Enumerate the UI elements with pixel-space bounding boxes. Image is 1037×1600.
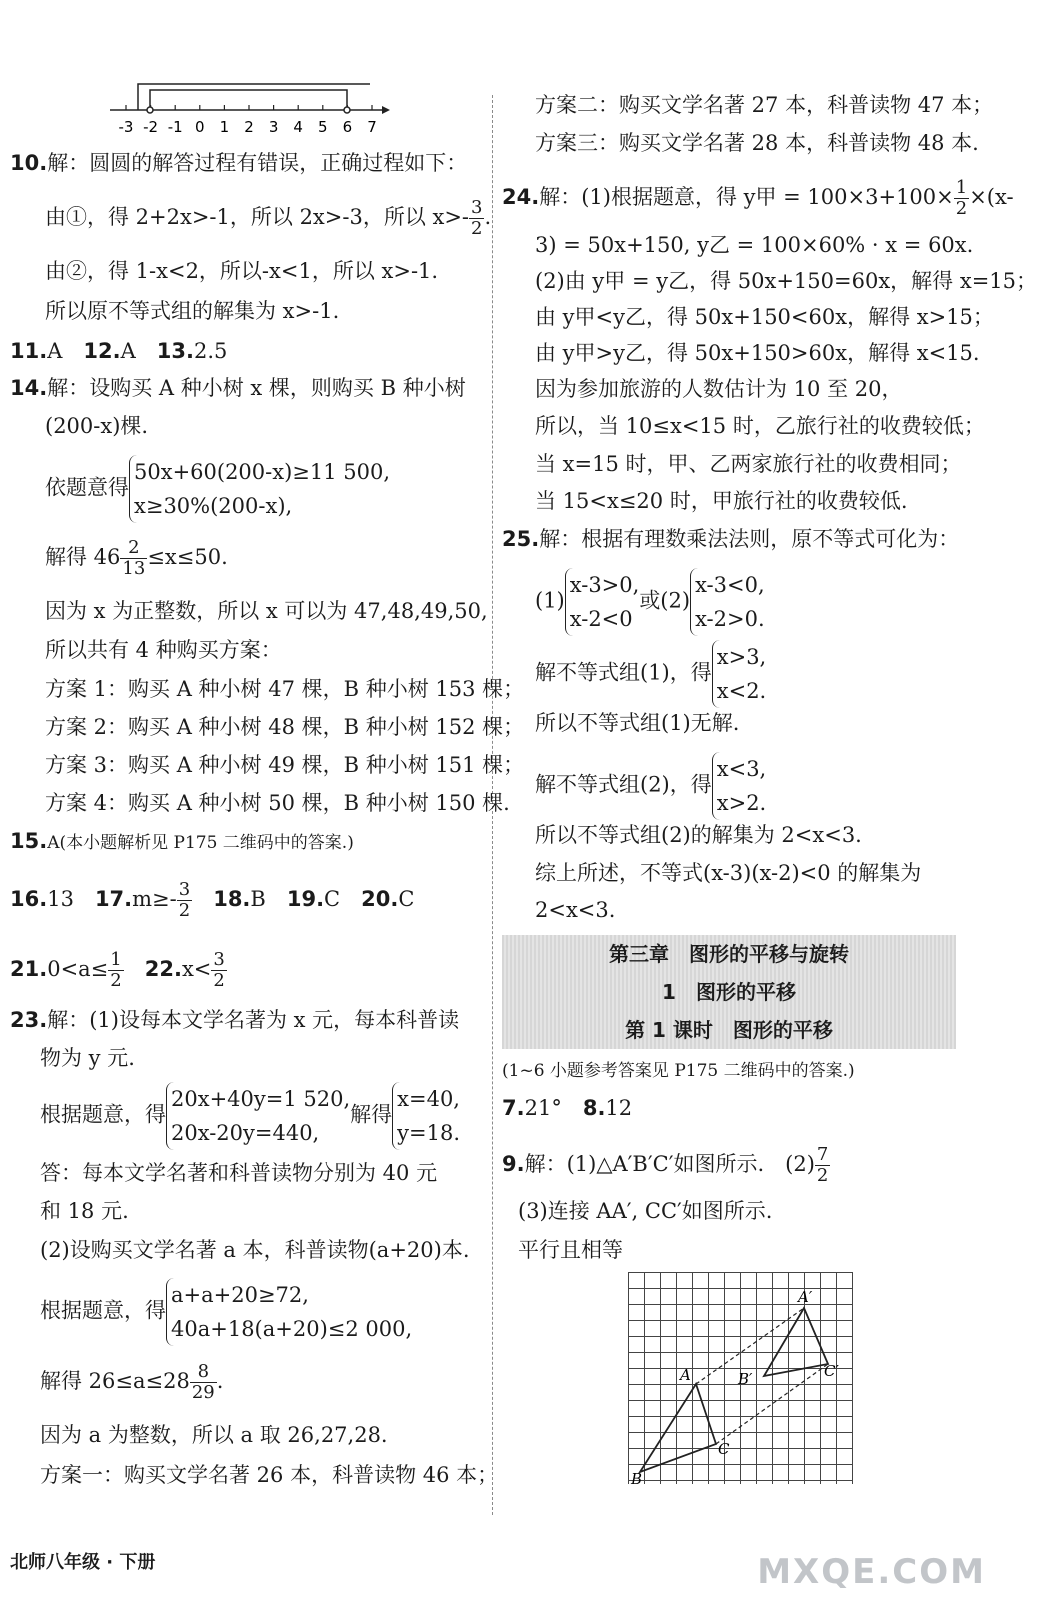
q25-solve1: 解不等式组(1)，得 x>3, x<2. (535, 640, 766, 708)
q24-line3: 由 y甲<y乙，得 50x+150<60x，解得 x>15； (535, 305, 994, 329)
q23-line7: 解得 26≤a≤28 $\frac{8}{29}$ . (40, 1361, 224, 1403)
label-A: A (680, 1366, 691, 1384)
q25-line5: 所以不等式组(2)的解集为 2<x<3. (535, 823, 862, 847)
q10-line1: 由①，得 2+2x>-1，所以 2x>-3，所以 x>- $\frac{3}{2}$ . (45, 197, 492, 239)
equation-system: 50x+60(200-x)≥11 500, x≥30%(200-x), (129, 455, 390, 523)
q23-system2: 根据题意，得 a+a+20≥72, 40a+18(a+20)≤2 000, (40, 1278, 412, 1346)
watermark: MXQE.COM (757, 1552, 986, 1592)
q16-20: 16.13 17.m≥- $\frac{3}{2}$ 18.B 19.C 20.C (10, 879, 415, 921)
q23-line9: 方案一：购买文学名著 26 本，科普读物 46 本； (40, 1463, 499, 1487)
fraction: $\frac{3}{2}$ (471, 197, 483, 239)
q23-line1: 物为 y 元. (40, 1046, 135, 1070)
q14-plan3: 方案 3：购买 A 种小树 49 棵，B 种小树 151 棵； (45, 753, 525, 777)
q15: 15.A(本小题解析见 P175 二维码中的答案.) (10, 829, 354, 853)
q24-header: 24.解：(1)根据题意，得 y甲 = 100×3+100× $\frac{1}{2}$ ×(x- (502, 177, 1014, 219)
q24-line6: 所以，当 10≤x<15 时，乙旅行社的收费较低； (535, 414, 985, 438)
q23-line4: 和 18 元. (40, 1199, 129, 1223)
footer-label: 北师八年级 · 下册 (10, 1552, 156, 1573)
label-C-prime: C′ (824, 1362, 839, 1380)
q9-line3: 平行且相等 (518, 1238, 623, 1262)
tick-label: -3 (118, 118, 134, 136)
q25-line6: 综上所述，不等式(x-3)(x-2)<0 的解集为 (535, 861, 922, 885)
q24-line2: (2)由 y甲 = y乙，得 50x+150=60x，解得 x=15； (535, 269, 1037, 293)
q25-line3: 所以不等式组(1)无解. (535, 711, 740, 735)
q24-line1: 3) = 50x+150, y乙 = 100×60% · x = 60x. (535, 233, 974, 257)
label-C: C (718, 1440, 730, 1458)
q10-header: 10.解：圆圆的解答过程有错误，正确过程如下： (10, 151, 468, 175)
q14-line3: 解得 46 $\frac{2}{13}$ ≤x≤50. (45, 537, 228, 579)
q25-header: 25.解：根据有理数乘法法则，原不等式可化为： (502, 527, 960, 551)
q14-line4: 因为 x 为正整数，所以 x 可以为 47,48,49,50, (45, 599, 488, 623)
q23-line3: 答：每本文学名著和科普读物分别为 40 元 (40, 1161, 438, 1185)
plan3: 方案三：购买文学名著 28 本，科普读物 48 本. (535, 131, 979, 155)
q23-header: 23.解：(1)设每本文学名著为 x 元，每本科普读 (10, 1008, 460, 1032)
q14-system: 依题意得 50x+60(200-x)≥11 500, x≥30%(200-x), (45, 455, 390, 523)
q25-line7: 2<x<3. (535, 898, 616, 922)
label-A-prime: A′ (798, 1288, 813, 1306)
q7-8: 7.21° 8.12 (502, 1096, 633, 1120)
tick-label: 5 (318, 118, 328, 136)
q14-header: 14.解：设购买 A 种小树 x 棵，则购买 B 种小树 (10, 376, 466, 400)
q24-line8: 当 15<x≤20 时，甲旅行社的收费较低. (535, 489, 908, 513)
q9-header: 9.解：(1)△A′B′C′如图所示. (2) $\frac{7}{2}$ (502, 1144, 829, 1186)
q10-line2: 由②，得 1-x<2，所以-x<1，所以 x>-1. (45, 259, 439, 283)
q23-line8: 因为 a 为整数，所以 a 取 26,27,28. (40, 1423, 388, 1447)
q14-line5: 所以共有 4 种购买方案： (45, 638, 282, 662)
q25-solve2: 解不等式组(2)，得 x<3, x>2. (535, 752, 766, 820)
tick-label: 7 (367, 118, 377, 136)
tick-label: 4 (293, 118, 303, 136)
q25-systems: (1) x-3>0, x-2<0 或(2) x-3<0, x-2>0. (535, 568, 765, 636)
q24-line5: 因为参加旅游的人数估计为 10 至 20， (535, 377, 903, 401)
chapter-title: 第三章 图形的平移与旋转 (502, 935, 956, 973)
q23-line5: (2)设购买文学名著 a 本，科普读物(a+20)本. (40, 1238, 470, 1262)
tick-label: 0 (195, 118, 205, 136)
lesson-title: 第 1 课时 图形的平移 (502, 1011, 956, 1049)
q23-system: 根据题意，得 20x+40y=1 520, 20x-20y=440, 解得 x=40, y=18. (40, 1082, 460, 1150)
q14-plan4: 方案 4：购买 A 种小树 50 棵，B 种小树 150 棵. (45, 791, 510, 815)
tick-label: 3 (268, 118, 279, 136)
label-B: B (631, 1470, 643, 1488)
q21-22: 21.0<a≤ $\frac{1}{2}$ 22.x< $\frac{3}{2}$ (10, 949, 225, 991)
q24-line4: 由 y甲>y乙，得 50x+150>60x，解得 x<15. (535, 341, 980, 365)
q14-plan2: 方案 2：购买 A 种小树 48 棵，B 种小树 152 棵； (45, 715, 525, 739)
q14-line1: (200-x)棵. (45, 414, 149, 438)
note: (1~6 小题参考答案见 P175 二维码中的答案.) (502, 1061, 855, 1081)
tick-label: 2 (244, 118, 254, 136)
tick-label: -1 (167, 118, 183, 136)
label-B-prime: B′ (738, 1370, 753, 1388)
q9-line2: (3)连接 AA′, CC′如图所示. (518, 1199, 773, 1223)
q24-line7: 当 x=15 时，甲、乙两家旅行社的收费相同； (535, 452, 962, 476)
tick-label: 6 (342, 118, 353, 136)
tick-label: -2 (143, 118, 159, 136)
q10-line3: 所以原不等式组的解集为 x>-1. (45, 299, 340, 323)
plan2: 方案二：购买文学名著 27 本，科普读物 47 本； (535, 93, 994, 117)
tick-label: 1 (219, 118, 230, 136)
q14-plan1: 方案 1：购买 A 种小树 47 棵，B 种小树 153 棵； (45, 677, 525, 701)
translation-grid-figure (628, 1272, 854, 1486)
q11-13: 11.A 12.A 13.2.5 (10, 339, 228, 363)
section-title: 1 图形的平移 (502, 973, 956, 1011)
